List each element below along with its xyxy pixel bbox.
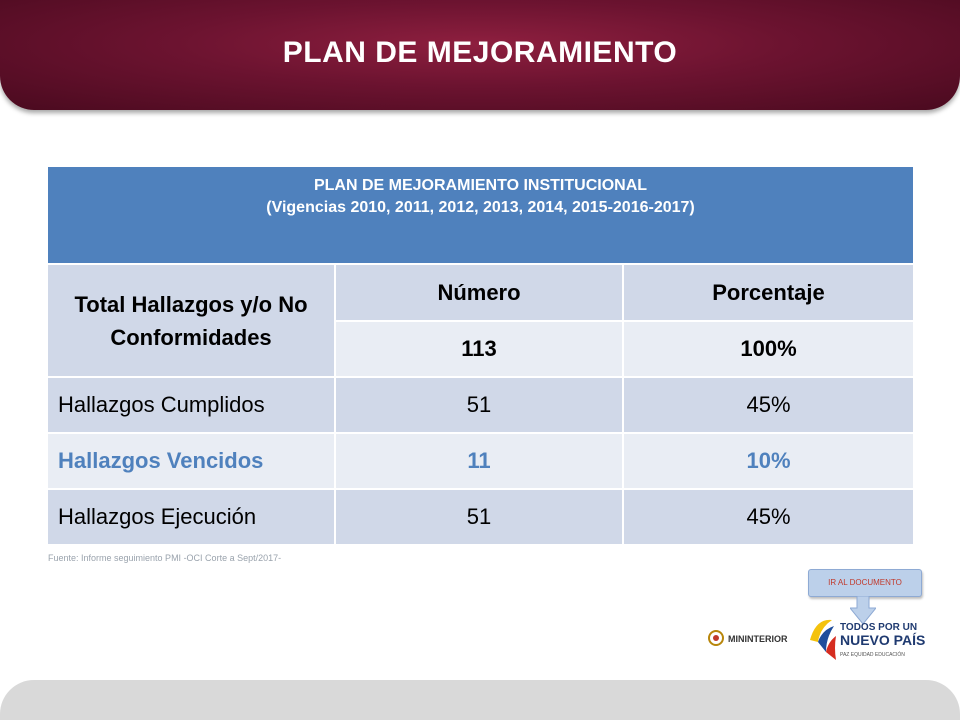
row-numero: 51	[335, 377, 623, 433]
mininterior-logo	[704, 624, 792, 652]
page-title: PLAN DE MEJORAMIENTO	[282, 36, 678, 69]
svg-text:TODOS POR UN: TODOS POR UN	[840, 622, 918, 633]
header-porcentaje: Porcentaje	[623, 264, 913, 321]
table-row	[48, 377, 913, 433]
table-row	[48, 433, 913, 489]
plan-table	[48, 167, 913, 544]
row-label: Hallazgos Cumplidos	[48, 377, 335, 433]
table-title-row	[48, 167, 913, 264]
row-numero: 51	[335, 489, 623, 544]
mininterior-text: MININTERIOR	[728, 634, 788, 644]
svg-text:PAZ EQUIDAD EDUCACIÓN: PAZ EQUIDAD EDUCACIÓN	[840, 652, 905, 658]
row-label: Hallazgos Vencidos	[48, 433, 335, 489]
row-numero: 11	[335, 433, 623, 489]
todos-por-un-nuevo-pais-logo	[806, 612, 930, 666]
row-porcentaje: 45%	[623, 377, 913, 433]
row-label: Hallazgos Ejecución	[48, 489, 335, 544]
total-numero: 113	[335, 321, 623, 377]
plan-table-container	[48, 167, 913, 544]
row-porcentaje: 45%	[623, 489, 913, 544]
table-row	[48, 489, 913, 544]
row-porcentaje: 10%	[623, 433, 913, 489]
table-subtitle: (Vigencias 2010, 2011, 2012, 2013, 2014, 2015-2016-2017)	[266, 199, 695, 216]
table-header-row	[48, 264, 913, 321]
title-banner	[0, 0, 960, 110]
svg-text:NUEVO PAÍS: NUEVO PAÍS	[840, 632, 926, 648]
source-note: Fuente: Informe seguimiento PMI -OCI Corte a Sept/2017-	[48, 553, 282, 563]
ir-al-documento-button[interactable]: IR AL DOCUMENTO	[808, 569, 922, 597]
footer-bar	[0, 680, 960, 720]
total-label: Total Hallazgos y/o No Conformidades	[48, 264, 335, 377]
table-title-cell	[48, 167, 913, 264]
header-numero: Número	[335, 264, 623, 321]
total-porcentaje: 100%	[623, 321, 913, 377]
table-title: PLAN DE MEJORAMIENTO INSTITUCIONAL	[313, 177, 648, 194]
